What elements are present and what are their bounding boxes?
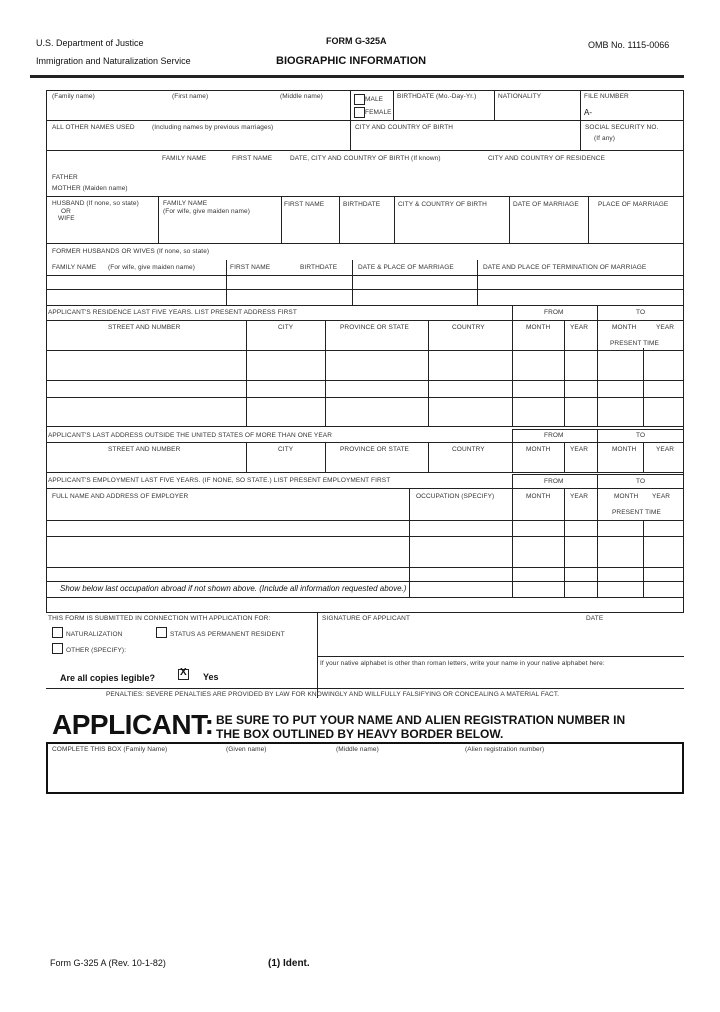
parents-residence-label: CITY AND COUNTRY OF RESIDENCE [488, 155, 606, 162]
first-name-label: (First name) [172, 93, 209, 100]
residence-from-month-label: MONTH [526, 324, 551, 331]
copy-ident: (1) Ident. [268, 958, 310, 969]
form-number: FORM G-325A [326, 36, 387, 46]
residence-to-year-label: YEAR [656, 324, 675, 331]
residence-city-label: CITY [278, 324, 294, 331]
or-label: OR [61, 208, 71, 215]
naturalization-checkbox[interactable] [52, 627, 63, 638]
spouse-family-name-label: FAMILY NAME [163, 200, 208, 207]
place-of-marriage-label: PLACE OF MARRIAGE [598, 201, 669, 208]
nationality-label: NATIONALITY [498, 93, 542, 100]
middle-name-label: (Middle name) [280, 93, 323, 100]
applicant-heading: APPLICANT: [52, 709, 214, 740]
outside-title: APPLICANT'S LAST ADDRESS OUTSIDE THE UNITED STATES OF MORE THAN ONE YEAR [48, 432, 333, 439]
former-marriage-label: DATE & PLACE OF MARRIAGE [358, 264, 454, 271]
ssn-label: SOCIAL SECURITY NO. [585, 124, 659, 131]
residence-title: APPLICANT'S RESIDENCE LAST FIVE YEARS. LIST PRESENT ADDRESS FIRST [48, 309, 297, 316]
female-label: FEMALE [365, 109, 392, 116]
applicant-instruction-1: BE SURE TO PUT YOUR NAME AND ALIEN REGISTRATION NUMBER IN [216, 713, 626, 727]
birthdate-label: BIRTHDATE (Mo.-Day-Yr.) [397, 93, 477, 100]
husband-label: HUSBAND (If none, so state) [52, 200, 139, 207]
outside-from-month-label: MONTH [526, 446, 551, 453]
outside-to-label: TO [636, 432, 646, 439]
signature-label: SIGNATURE OF APPLICANT [322, 615, 411, 622]
penalties-note: PENALTIES: SEVERE PENALTIES ARE PROVIDED BY LAW FOR KNOWINGLY AND WILLFULLY FALSIFYING OR CONCEALING A MATERIAL FACT. [106, 691, 560, 698]
box-given-name-label: (Given name) [226, 746, 267, 753]
file-number-label: FILE NUMBER [584, 93, 629, 100]
former-family-name-note: (For wife, give maiden name) [108, 264, 195, 271]
family-name-label: (Family name) [52, 93, 95, 100]
header-rule [30, 75, 684, 78]
employment-to-year-label: YEAR [652, 493, 671, 500]
male-checkbox[interactable] [354, 94, 365, 105]
city-country-birth-label: CITY AND COUNTRY OF BIRTH [355, 124, 454, 131]
right-border [683, 90, 684, 612]
father-label: FATHER [52, 174, 78, 181]
employment-to-month-label: MONTH [614, 493, 639, 500]
wife-label: WIFE [58, 215, 75, 222]
other-checkbox[interactable] [52, 643, 63, 654]
outside-country-label: COUNTRY [452, 446, 485, 453]
spouse-family-name-note: (For wife, give maiden name) [163, 208, 250, 215]
residence-present-time: PRESENT TIME [610, 340, 659, 347]
outside-to-month-label: MONTH [612, 446, 637, 453]
employment-present-time: PRESENT TIME [612, 509, 661, 516]
parents-first-name-label: FIRST NAME [232, 155, 273, 162]
outside-to-year-label: YEAR [656, 446, 675, 453]
submission-title: THIS FORM IS SUBMITTED IN CONNECTION WITH APPLICATION FOR: [48, 615, 271, 622]
box-alien-number-label: (Alien registration number) [465, 746, 545, 753]
residence-province-label: PROVINCE OR STATE [340, 324, 409, 331]
legible-question: Are all copies legible? [60, 673, 156, 683]
legible-yes-label: Yes [203, 672, 219, 682]
residence-country-label: COUNTRY [452, 324, 485, 331]
outside-from-year-label: YEAR [570, 446, 589, 453]
male-label: MALE [365, 96, 384, 103]
former-family-name-label: FAMILY NAME [52, 264, 97, 271]
employer-label: FULL NAME AND ADDRESS OF EMPLOYER [52, 493, 189, 500]
native-alphabet-note: If your native alphabet is other than roman letters, write your name in your native alphabet here: [320, 660, 605, 667]
box-middle-name-label: (Middle name) [336, 746, 379, 753]
former-first-name-label: FIRST NAME [230, 264, 271, 271]
other-specify-label: OTHER (SPECIFY): [66, 647, 127, 654]
employment-to-label: TO [636, 478, 646, 485]
employment-from-month-label: MONTH [526, 493, 551, 500]
ssn-note: (If any) [594, 135, 616, 142]
agency-subname: Immigration and Naturalization Service [36, 56, 191, 66]
applicant-instruction-2: THE BOX OUTLINED BY HEAVY BORDER BELOW. [216, 727, 504, 741]
occupation-abroad-note: Show below last occupation abroad if not shown above. (Include all information requested above.) [60, 584, 407, 593]
residence-to-label: TO [636, 309, 646, 316]
box-family-name-label: COMPLETE THIS BOX (Family Name) [52, 746, 168, 753]
left-border [46, 90, 47, 612]
spouse-city-birth-label: CITY & COUNTRY OF BIRTH [398, 201, 487, 208]
agency-name: U.S. Department of Justice [36, 38, 144, 48]
spouse-first-name-label: FIRST NAME [284, 201, 325, 208]
form-title: BIOGRAPHIC INFORMATION [276, 55, 427, 67]
file-number-prefix: A- [584, 108, 592, 117]
other-names-label: ALL OTHER NAMES USED [52, 124, 135, 131]
outside-city-label: CITY [278, 446, 294, 453]
parents-family-name-label: FAMILY NAME [162, 155, 207, 162]
other-names-note: (Including names by previous marriages) [152, 124, 274, 131]
permanent-resident-label: STATUS AS PERMANENT RESIDENT [170, 631, 285, 638]
naturalization-label: NATURALIZATION [66, 631, 123, 638]
spouse-birthdate-label: BIRTHDATE [343, 201, 381, 208]
residence-from-year-label: YEAR [570, 324, 589, 331]
date-label: DATE [586, 615, 604, 622]
permanent-resident-checkbox[interactable] [156, 627, 167, 638]
outside-province-label: PROVINCE OR STATE [340, 446, 409, 453]
former-termination-label: DATE AND PLACE OF TERMINATION OF MARRIAGE [483, 264, 647, 271]
former-birthdate-label: BIRTHDATE [300, 264, 338, 271]
employment-title: APPLICANT'S EMPLOYMENT LAST FIVE YEARS. (IF NONE, SO STATE.) LIST PRESENT EMPLOYMENT FIRST [48, 477, 391, 484]
residence-to-month-label: MONTH [612, 324, 637, 331]
employment-from-year-label: YEAR [570, 493, 589, 500]
residence-from-label: FROM [544, 309, 564, 316]
outside-from-label: FROM [544, 432, 564, 439]
legible-check-mark: X [180, 667, 187, 678]
employment-from-label: FROM [544, 478, 564, 485]
former-spouses-label: FORMER HUSBANDS OR WIVES (If none, so state) [52, 248, 210, 255]
outside-street-label: STREET AND NUMBER [108, 446, 181, 453]
form-revision: Form G-325 A (Rev. 10-1-82) [50, 958, 166, 968]
parents-birth-label: DATE, CITY AND COUNTRY OF BIRTH (If known) [290, 155, 441, 162]
mother-label: MOTHER (Maiden name) [52, 185, 128, 192]
omb-number: OMB No. 1115-0066 [588, 40, 670, 50]
date-of-marriage-label: DATE OF MARRIAGE [513, 201, 579, 208]
residence-street-label: STREET AND NUMBER [108, 324, 181, 331]
occupation-label: OCCUPATION (SPECIFY) [416, 493, 495, 500]
female-checkbox[interactable] [354, 107, 365, 118]
